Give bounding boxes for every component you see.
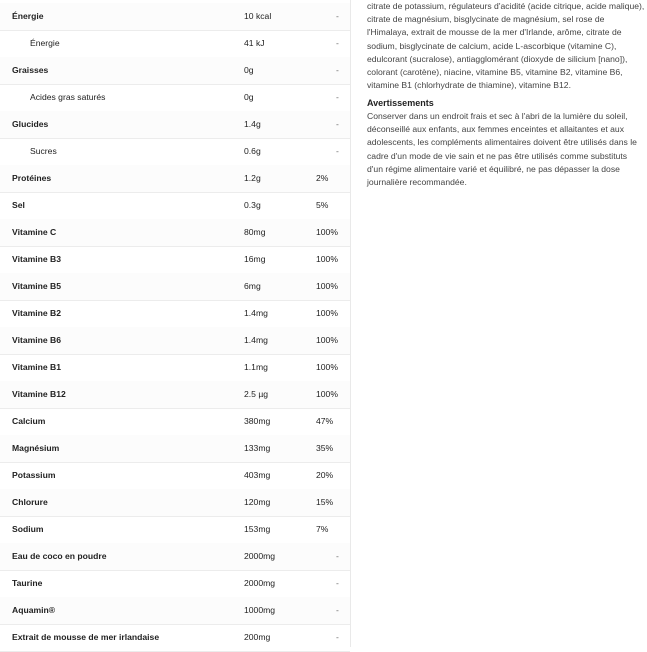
nutrient-amount: 2000mg <box>244 578 276 588</box>
table-row <box>0 84 350 112</box>
nutrient-amount: 380mg <box>244 416 271 426</box>
nutrient-reference-percent: - <box>336 578 339 588</box>
nutrient-name: Énergie <box>12 11 44 21</box>
nutrient-reference-percent: 5% <box>316 200 329 210</box>
nutrient-name: Potassium <box>12 470 56 480</box>
table-row <box>0 516 350 544</box>
nutrient-reference-percent: 35% <box>316 443 334 453</box>
nutrient-name: Vitamine B1 <box>12 362 62 372</box>
nutrient-name: Vitamine C <box>12 227 57 237</box>
table-row <box>0 30 350 58</box>
table-row <box>0 246 350 274</box>
table-row <box>0 3 350 31</box>
nutrient-amount: 133mg <box>244 443 271 453</box>
nutrient-amount: 153mg <box>244 524 271 534</box>
table-row <box>0 57 350 85</box>
table-row <box>0 624 350 652</box>
nutrient-amount: 80mg <box>244 227 266 237</box>
nutrient-name: Sucres <box>30 146 57 156</box>
table-row <box>0 435 350 463</box>
nutrient-reference-percent: 47% <box>316 416 334 426</box>
nutrient-reference-percent: 100% <box>316 281 338 291</box>
nutrient-reference-percent: 100% <box>316 227 338 237</box>
nutrient-reference-percent: 100% <box>316 362 338 372</box>
nutrient-amount: 1.4mg <box>244 335 268 345</box>
nutrient-name: Aquamin® <box>12 605 56 615</box>
table-row <box>0 381 350 409</box>
nutrient-amount: 2000mg <box>244 551 276 561</box>
table-row <box>0 192 350 220</box>
nutrient-name: Vitamine B2 <box>12 308 62 318</box>
nutrient-name: Graisses <box>12 65 49 75</box>
table-row <box>0 543 350 571</box>
nutrient-name: Taurine <box>12 578 43 588</box>
nutrient-name: Vitamine B3 <box>12 254 62 264</box>
nutrient-amount: 403mg <box>244 470 271 480</box>
nutrient-amount: 1000mg <box>244 605 276 615</box>
nutrient-amount: 1.1mg <box>244 362 268 372</box>
table-row <box>0 138 350 166</box>
table-row <box>0 111 350 139</box>
table-row <box>0 327 350 355</box>
nutrient-reference-percent: 100% <box>316 254 338 264</box>
nutrient-reference-percent: - <box>336 92 339 102</box>
nutrient-name: Protéines <box>12 173 52 183</box>
nutrient-reference-percent: - <box>336 38 339 48</box>
nutrient-name: Magnésium <box>12 443 60 453</box>
nutrient-reference-percent: - <box>336 632 339 642</box>
nutrient-name: Sodium <box>12 524 44 534</box>
nutrient-name: Vitamine B5 <box>12 281 62 291</box>
ingredients-text: citrate de potassium, régulateurs d'acidité (acide citrique, acide malique), citrate de magnésium, bisglycinate de magnésium, sel rose de l'Himalaya, extrait de mousse de la mer d'Irlande, arôme, citrate de sodium, bisglycinate de calcium, acide L-ascorbique (vitamine C), edulcorant (sucralose), antiagglomérant (dioxyde de silicium [nano]), colorant (carotène), niacine, vitamine B5, vitamine B2, vitamine B6, vitamine B1 (chlorhydrate de thiamine), vitamine B12. <box>367 1 645 91</box>
table-row <box>0 489 350 517</box>
table-row <box>0 300 350 328</box>
nutrient-name: Eau de coco en poudre <box>12 551 107 561</box>
warnings-title: Avertissements <box>367 98 434 108</box>
table-row <box>0 219 350 247</box>
nutrient-amount: 1.4g <box>244 119 261 129</box>
nutrient-reference-percent: 100% <box>316 389 338 399</box>
nutrient-amount: 0g <box>244 92 254 102</box>
nutrient-reference-percent: - <box>336 65 339 75</box>
table-row <box>0 165 350 193</box>
table-row <box>0 570 350 598</box>
nutrient-name: Chlorure <box>12 497 48 507</box>
nutrient-amount: 2.5 µg <box>244 389 269 399</box>
nutrient-name: Calcium <box>12 416 46 426</box>
nutrient-reference-percent: 7% <box>316 524 329 534</box>
nutrient-amount: 41 kJ <box>244 38 265 48</box>
nutrient-reference-percent: - <box>336 551 339 561</box>
nutrient-amount: 1.2g <box>244 173 261 183</box>
table-row <box>0 354 350 382</box>
nutrient-amount: 120mg <box>244 497 271 507</box>
nutrient-amount: 200mg <box>244 632 271 642</box>
nutrient-reference-percent: - <box>336 605 339 615</box>
table-row <box>0 408 350 436</box>
nutrient-name: Sel <box>12 200 25 210</box>
nutrient-name: Énergie <box>30 38 60 48</box>
nutrient-amount: 6mg <box>244 281 261 291</box>
warnings-body: Conserver dans un endroit frais et sec à l'abri de la lumière du soleil, déconseillé aux enfants, aux femmes enceintes et allaitantes et aux adolescents, les compléments alimentaires doivent être utilisés dans le cadre d'un mode de vie sain et ne pas être utilisés comme substituts d'un régime alimentaire varié et équilibré, ne pas dépasser la dose journalière recommandée. <box>367 111 637 188</box>
nutrient-amount: 0g <box>244 65 254 75</box>
nutrient-reference-percent: 2% <box>316 173 329 183</box>
table-row <box>0 597 350 625</box>
nutrient-reference-percent: 15% <box>316 497 334 507</box>
nutrient-amount: 0.6g <box>244 146 261 156</box>
nutrient-name: Vitamine B6 <box>12 335 62 345</box>
table-row <box>0 273 350 301</box>
table-row <box>0 462 350 490</box>
nutrient-name: Glucides <box>12 119 49 129</box>
nutrient-reference-percent: - <box>336 146 339 156</box>
nutrient-name: Extrait de mousse de mer irlandaise <box>12 632 160 642</box>
nutrient-amount: 1.4mg <box>244 308 268 318</box>
nutrient-name: Acides gras saturés <box>30 92 106 102</box>
nutrient-amount: 10 kcal <box>244 11 272 21</box>
nutrient-amount: 0.3g <box>244 200 261 210</box>
nutrient-reference-percent: 20% <box>316 470 334 480</box>
nutrient-reference-percent: - <box>336 119 339 129</box>
nutrient-reference-percent: 100% <box>316 335 338 345</box>
nutrient-amount: 16mg <box>244 254 266 264</box>
nutrient-reference-percent: 100% <box>316 308 338 318</box>
nutrient-name: Vitamine B12 <box>12 389 66 399</box>
nutrient-reference-percent: - <box>336 11 339 21</box>
